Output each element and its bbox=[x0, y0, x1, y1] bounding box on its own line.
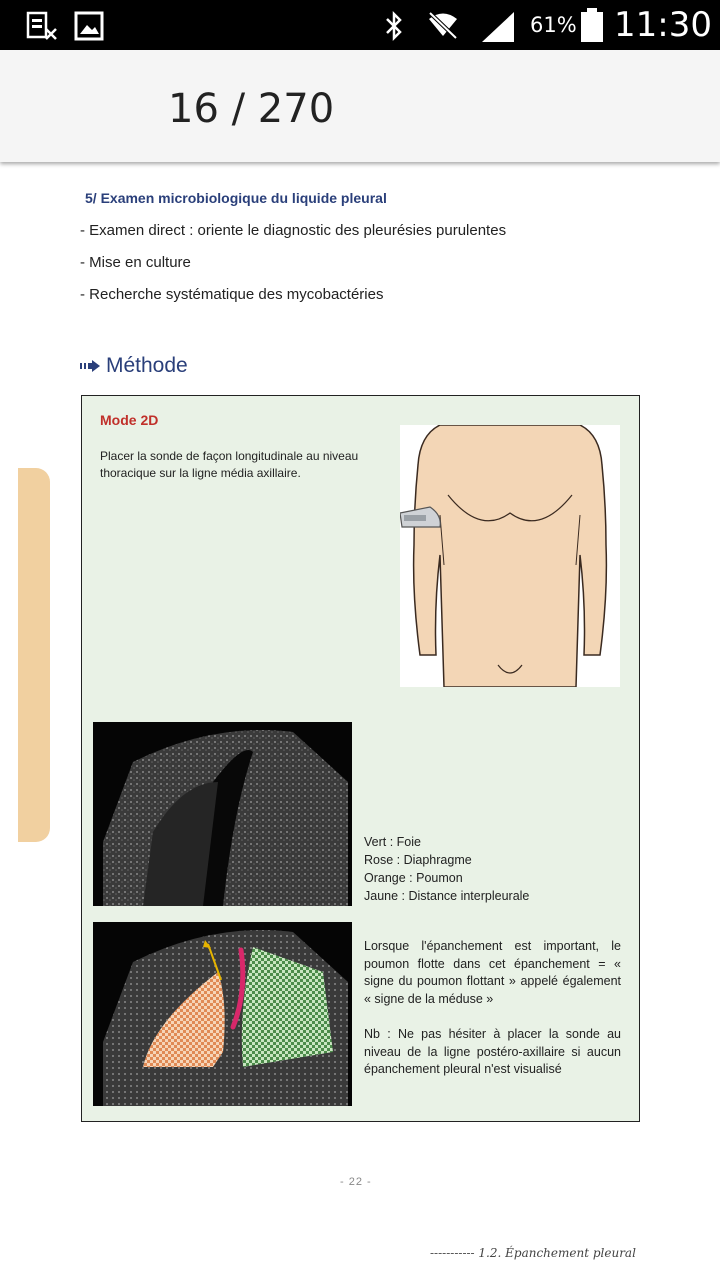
bullet-item: - Recherche systématique des mycobactéries bbox=[80, 286, 384, 303]
clock: 11:30 bbox=[614, 5, 712, 45]
ultrasound-image bbox=[93, 722, 352, 906]
status-bar bbox=[0, 0, 720, 50]
battery-icon bbox=[580, 8, 604, 42]
battery-percent: 61% bbox=[530, 13, 577, 37]
legend-item: Orange : Poumon bbox=[364, 871, 463, 885]
note-paragraph: Nb : Ne pas hésiter à placer la sonde au niveau de la ligne postéro-axillaire si aucun épanchement pleural n'est visualisé bbox=[364, 1027, 621, 1076]
legend-item: Vert : Foie bbox=[364, 835, 421, 849]
mode-2d-title: Mode 2D bbox=[100, 412, 159, 428]
reader-header bbox=[0, 50, 720, 162]
bluetooth-icon bbox=[382, 10, 406, 42]
probe-placement-text: Placer la sonde de façon longitudinale au niveau thoracique sur la ligne média axillaire. bbox=[100, 449, 359, 480]
torso-illustration bbox=[400, 425, 620, 687]
floating-lung-paragraph: Lorsque l'épanchement est important, le poumon flotte dans cet épanchement = « signe du poumon flottant » appelé également « signe de la méduse » bbox=[364, 939, 621, 1006]
no-wifi-icon bbox=[426, 10, 460, 40]
bullet-item: - Mise en culture bbox=[80, 254, 191, 271]
bullet-item: - Examen direct : oriente le diagnostic des pleurésies purulentes bbox=[80, 222, 507, 239]
methode-heading bbox=[80, 354, 188, 378]
page-counter[interactable]: 16 / 270 bbox=[168, 86, 335, 132]
chapter-footer: ----------- 1.2. Épanchement pleural bbox=[430, 1246, 636, 1260]
arrow-right-icon bbox=[80, 360, 100, 372]
legend-item: Rose : Diaphragme bbox=[364, 853, 472, 867]
image-icon bbox=[74, 11, 104, 41]
section-title: 5/ Examen microbiologique du liquide pleural bbox=[85, 190, 387, 206]
methode-title: Méthode bbox=[106, 354, 188, 377]
sim-missing-icon bbox=[26, 11, 58, 41]
legend-item: Jaune : Distance interpleurale bbox=[364, 889, 530, 903]
page-number: - 22 - bbox=[340, 1176, 372, 1188]
signal-icon bbox=[480, 10, 516, 44]
color-legend bbox=[364, 833, 529, 905]
annotated-ultrasound-image bbox=[93, 922, 352, 1106]
side-drawer-tab[interactable] bbox=[18, 468, 50, 842]
